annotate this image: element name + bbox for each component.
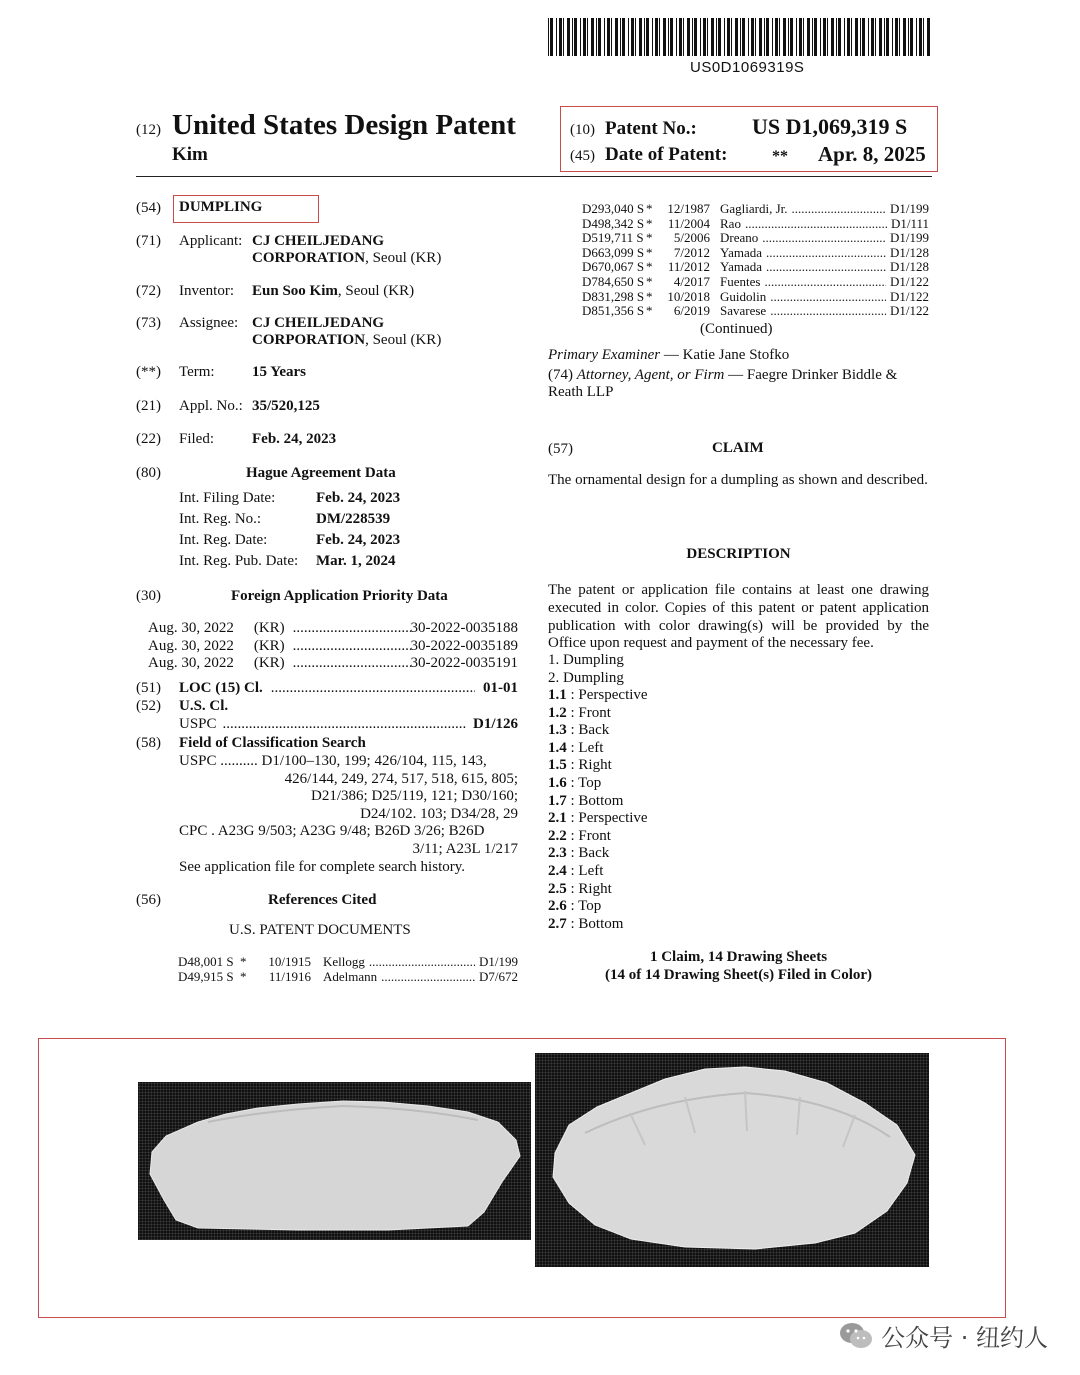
figure-list-item: 1.5 : Right <box>548 757 612 774</box>
priority-row: Aug. 30, 2022 (KR) ..... 30-2022-0035189 <box>148 638 518 656</box>
inventor-label: Inventor: <box>179 283 234 299</box>
code-30: (30) <box>136 588 161 604</box>
reference-row: D663,099 S * 7/2012 Yamada ..... D1/128 <box>582 245 929 260</box>
field-search-line: USPC .......... D1/100–130, 199; 426/104, 115, 143, <box>179 753 487 769</box>
term-label: Term: <box>179 364 215 380</box>
hague-heading: Hague Agreement Data <box>246 465 396 481</box>
code-56: (56) <box>136 892 161 908</box>
figure-list-item: 1.4 : Left <box>548 739 604 756</box>
patent-number: US D1,069,319 S <box>752 114 908 139</box>
date-stars: ** <box>772 148 788 165</box>
code-71: (71) <box>136 233 161 249</box>
reference-row: D831,298 S * 10/2018 Guidolin ..... D1/122 <box>582 289 929 304</box>
reference-row: D784,650 S * 4/2017 Fuentes ..... D1/122 <box>582 274 929 289</box>
field-search-lines <box>179 753 518 876</box>
filed-value: Feb. 24, 2023 <box>252 431 337 447</box>
code-45: (45) <box>570 148 595 164</box>
reference-row: D293,040 S * 12/1987 Gagliardi, Jr. ..... D1/199 <box>582 201 929 216</box>
figure-list <box>548 687 648 933</box>
appl-no-label: Appl. No.: <box>179 398 243 414</box>
code-57: (57) <box>548 441 573 457</box>
assignee-line1: CJ CHEILJEDANG <box>252 315 385 331</box>
field-search-line: CPC . A23G 9/503; A23G 9/48; B26D 3/26; B26D <box>179 823 485 840</box>
code-73: (73) <box>136 315 161 331</box>
field-search-line: 426/144, 249, 274, 517, 518, 615, 805; <box>284 770 518 787</box>
barcode <box>548 18 930 56</box>
design-title: DUMPLING <box>179 199 263 215</box>
figure-list-item: 1.1 : Perspective <box>548 687 648 703</box>
claim-text: The ornamental design for a dumpling as shown and described. <box>548 472 928 488</box>
appl-no-value: 35/520,125 <box>252 398 320 414</box>
primary-examiner: Primary Examiner — Katie Jane Stofko <box>548 347 790 363</box>
hague-row: Int. Reg. Date: Feb. 24, 2023 <box>179 532 401 548</box>
field-search-line: See application file for complete search history. <box>179 858 466 875</box>
hague-row: Int. Filing Date: Feb. 24, 2023 <box>179 490 401 506</box>
barcode-number: US0D1069319S <box>690 59 805 76</box>
references-heading: References Cited <box>268 892 377 908</box>
patent-no-label: Patent No.: <box>605 118 697 139</box>
right-references-table <box>582 201 929 318</box>
document-title: United States Design Patent <box>172 109 516 141</box>
figure-list-item: 2.6 : Top <box>548 898 602 915</box>
hague-row: Int. Reg. No.: DM/228539 <box>179 511 391 527</box>
assignee-label: Assignee: <box>179 315 239 331</box>
uspc-class: USPC ..... D1/126 <box>179 716 518 733</box>
sheets-line2: (14 of 14 Drawing Sheet(s) Filed in Color) <box>604 967 873 983</box>
inventor-value: Eun Soo Kim, Seoul (KR) <box>252 283 415 299</box>
figure-list-item: 1.6 : Top <box>548 774 602 791</box>
code-54: (54) <box>136 200 161 216</box>
figure-list-item: 1.2 : Front <box>548 704 611 721</box>
date-of-patent-label: Date of Patent: <box>605 144 728 165</box>
figure-list-item: 2.4 : Left <box>548 862 604 879</box>
field-search-heading: Field of Classification Search <box>179 735 366 751</box>
code-12: (12) <box>136 122 161 138</box>
wechat-icon <box>839 1321 873 1351</box>
figure-list-item: 1.7 : Bottom <box>548 792 624 809</box>
reference-row: D48,001 S * 10/1915 Kellogg ..... D1/199 <box>178 954 518 969</box>
loc-class: LOC (15) Cl. ..... 01-01 <box>179 680 518 697</box>
figure-list-item: 2.7 : Bottom <box>548 915 624 932</box>
dumpling-perspective-shape <box>535 1053 929 1267</box>
header-rule <box>136 176 932 177</box>
claim-heading: CLAIM <box>712 440 764 456</box>
code-58: (58) <box>136 735 161 751</box>
dumpling-front-shape <box>138 1082 531 1240</box>
attorney: (74) Attorney, Agent, or Firm — Faegre Drinker Biddle & Reath LLP <box>548 367 898 400</box>
reference-row: D670,067 S * 11/2012 Yamada ..... D1/128 <box>582 259 929 274</box>
left-references-table <box>178 954 518 984</box>
figure-list-item: 2.5 : Right <box>548 880 612 897</box>
assignee-line2: CORPORATION, Seoul (KR) <box>252 332 442 348</box>
field-search-line: D24/102. 103; D34/28, 29 <box>360 805 518 822</box>
dumpling-perspective-view <box>535 1053 929 1267</box>
us-cl-label: U.S. Cl. <box>179 698 229 714</box>
figure-list-item: 2.3 : Back <box>548 845 610 862</box>
applicant-line2: CORPORATION, Seoul (KR) <box>252 250 442 266</box>
figure-list-item: 2.2 : Front <box>548 827 611 844</box>
code-term: (**) <box>136 364 161 380</box>
field-search-line: D21/386; D25/119, 121; D30/160; <box>311 788 518 805</box>
field-search-line: 3/11; A23L 1/217 <box>412 840 518 857</box>
inventor-surname: Kim <box>172 144 208 165</box>
code-10: (10) <box>570 122 595 138</box>
reference-row: D498,342 S * 11/2004 Rao ..... D1/111 <box>582 216 929 231</box>
code-52: (52) <box>136 698 161 714</box>
watermark <box>839 1318 1048 1353</box>
figure-list-item: 1. Dumpling <box>548 652 624 668</box>
reference-row: D519,711 S * 5/2006 Dreano ..... D1/199 <box>582 230 929 245</box>
reference-row: D851,356 S * 6/2019 Savarese ..... D1/122 <box>582 303 929 318</box>
foreign-priority-table <box>148 620 518 673</box>
code-72: (72) <box>136 283 161 299</box>
hague-row: Int. Reg. Pub. Date: Mar. 1, 2024 <box>179 553 396 569</box>
hague-table <box>179 490 439 574</box>
dumpling-front-view <box>138 1082 531 1240</box>
code-51: (51) <box>136 680 161 696</box>
sheets-line1: 1 Claim, 14 Drawing Sheets <box>649 949 828 965</box>
reference-row: D49,915 S * 11/1916 Adelmann ..... D7/672 <box>178 969 518 984</box>
code-22: (22) <box>136 431 161 447</box>
applicant-label: Applicant: <box>179 233 243 249</box>
filed-label: Filed: <box>179 431 215 447</box>
code-21: (21) <box>136 398 161 414</box>
date-of-patent: Apr. 8, 2025 <box>818 142 926 166</box>
description-heading: DESCRIPTION <box>686 546 791 562</box>
description-text: The patent or application file contains at least one drawing executed in color. Copies of this patent or patent application publication with color drawing(s) will be provided by the Office upon request and payment of the necessary fee. <box>548 582 929 652</box>
watermark-text: 公众号 · 纽约人 <box>881 1324 1048 1352</box>
figure-list-item: 2.1 : Perspective <box>548 810 648 827</box>
term-value: 15 Years <box>252 364 307 380</box>
applicant-line1: CJ CHEILJEDANG <box>252 233 385 249</box>
figure-list-plain <box>548 652 624 687</box>
code-80: (80) <box>136 465 161 481</box>
us-patent-documents-heading: U.S. PATENT DOCUMENTS <box>229 922 411 938</box>
figure-list-item: 1.3 : Back <box>548 722 610 739</box>
continued-note: (Continued) <box>700 321 773 337</box>
foreign-priority-heading: Foreign Application Priority Data <box>231 588 448 604</box>
priority-row: Aug. 30, 2022 (KR) ..... 30-2022-0035188 <box>148 620 518 638</box>
figure-list-item: 2. Dumpling <box>548 669 624 686</box>
priority-row: Aug. 30, 2022 (KR) ..... 30-2022-0035191 <box>148 655 518 673</box>
